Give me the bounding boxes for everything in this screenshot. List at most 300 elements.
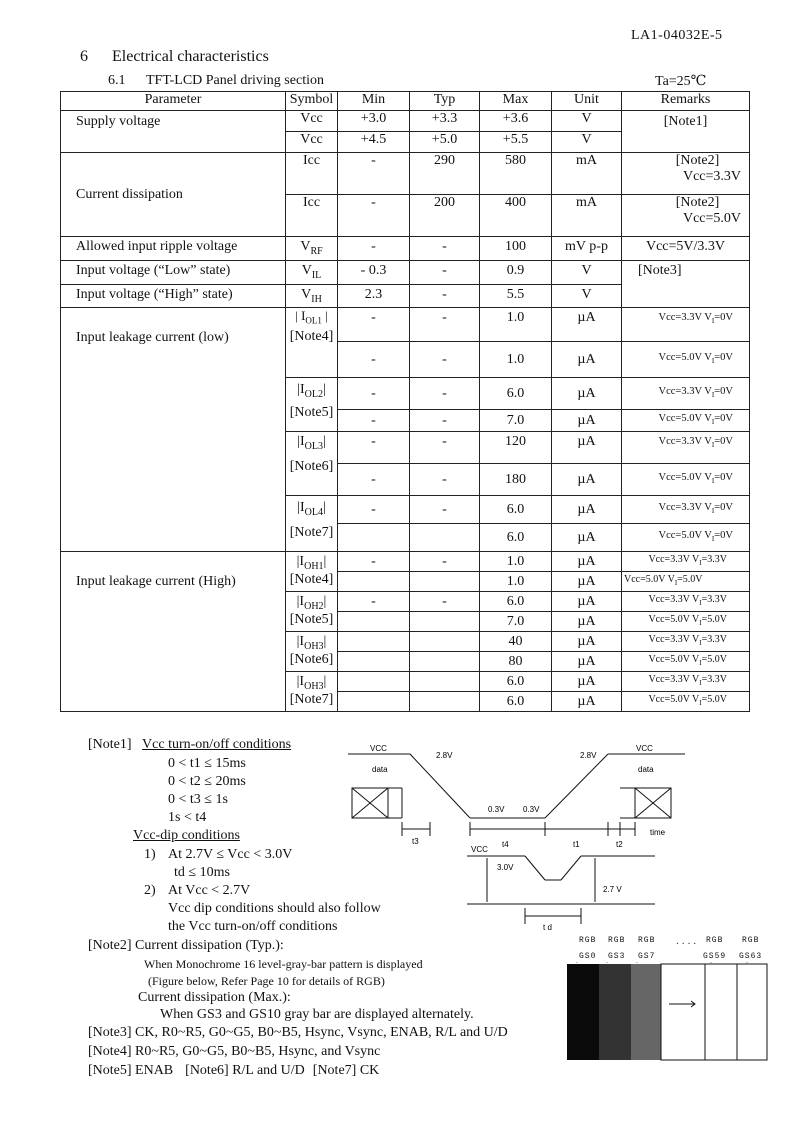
cell <box>622 524 750 552</box>
cell: 180 <box>480 464 552 496</box>
timing-label: t4 <box>502 840 509 849</box>
remark-text: Vcc=3.3V V <box>658 502 712 514</box>
cell <box>410 692 480 712</box>
cell: +5.0 <box>410 132 480 153</box>
table-row <box>61 153 750 195</box>
symbol-note: [Note7] <box>289 692 334 708</box>
symbol-note: [Note4] <box>289 572 334 588</box>
remark-text: Vcc=3.3V V <box>648 634 700 646</box>
col-header-typ: Typ <box>410 92 480 111</box>
cell: 1.0 <box>480 308 552 342</box>
cell: 6.0 <box>480 378 552 410</box>
cell: V <box>552 132 622 153</box>
cell: - <box>338 592 410 612</box>
cell <box>338 632 410 652</box>
remark-text: Vcc=3.3V V <box>658 386 712 398</box>
dip-number: 2) <box>144 883 156 898</box>
cell: 200 <box>410 195 480 237</box>
remark-text: Vcc=5.0V V <box>658 472 712 484</box>
remark-text: Vcc=5.0V V <box>624 574 675 586</box>
cell: mA <box>552 153 622 195</box>
symbol-cell <box>286 592 338 632</box>
cell <box>622 378 750 410</box>
cell: µA <box>552 632 622 652</box>
cell: - <box>410 237 480 261</box>
cell: - 0.3 <box>338 260 410 284</box>
cell <box>338 652 410 672</box>
cell: 5.5 <box>480 284 552 308</box>
cell <box>410 672 480 692</box>
remark-tail: =0V <box>714 436 733 448</box>
remark-tail: =0V <box>714 502 733 514</box>
col-header-symbol: Symbol <box>286 92 338 111</box>
cell: mV p-p <box>552 237 622 261</box>
remark-text: Vcc=5.0V V <box>648 694 700 706</box>
timing-label: data <box>638 765 654 774</box>
cell: 7.0 <box>480 612 552 632</box>
symbol <box>288 308 335 329</box>
cell: µA <box>552 378 622 410</box>
cell: Vcc <box>286 132 338 153</box>
remark-line: Vcc=5.0V <box>682 211 741 226</box>
subsection-number: 6.1 <box>108 73 126 88</box>
cell: Icc <box>286 195 338 237</box>
gray-bar-middle <box>661 964 705 1060</box>
remark-sub: I <box>699 699 702 708</box>
cell <box>622 308 750 342</box>
cell <box>286 260 338 284</box>
remark-sub: I <box>699 619 702 628</box>
symbol <box>288 552 335 572</box>
symbol-sub: OL4 <box>304 507 323 519</box>
note4: [Note4] R0~R5, G0~G5, B0~B5, Hsync, and Vsync <box>88 1044 381 1059</box>
remark-tail: =3.3V <box>701 594 727 606</box>
symbol-tail: | <box>323 500 326 516</box>
cell: 1.0 <box>480 572 552 592</box>
symbol-sub: IH <box>311 293 322 305</box>
timing-label: t2 <box>616 840 623 849</box>
dip-line <box>144 882 381 900</box>
cell: 0.9 <box>480 260 552 284</box>
timing-label: t3 <box>412 837 419 846</box>
symbol-note: [Note5] <box>289 405 334 421</box>
rgb-label: RGB <box>608 936 626 945</box>
gray-bar-gs0 <box>567 964 599 1060</box>
timing-label: 0.3V <box>488 805 505 814</box>
cell: +3.6 <box>480 111 552 132</box>
note6: [Note6] R/L and U/D <box>185 1063 305 1078</box>
symbol-cell <box>286 552 338 592</box>
cell: V <box>552 284 622 308</box>
cell <box>622 195 750 237</box>
cell <box>622 672 750 692</box>
cell: 1.0 <box>480 342 552 378</box>
cell <box>622 342 750 378</box>
table-row <box>61 260 750 284</box>
cell: µA <box>552 692 622 712</box>
gs-label: GS59 <box>703 952 727 961</box>
cell: µA <box>552 652 622 672</box>
remark-text: Vcc=3.3V V <box>648 674 700 686</box>
remark-line: [Note2] <box>675 153 720 168</box>
cell: µA <box>552 342 622 378</box>
timing-label: t1 <box>573 840 580 849</box>
symbol-main: | I <box>295 308 306 324</box>
section-heading <box>80 48 269 66</box>
cell <box>410 572 480 592</box>
symbol <box>288 500 335 521</box>
cell: +4.5 <box>338 132 410 153</box>
cell: 100 <box>480 237 552 261</box>
symbol <box>288 592 335 612</box>
symbol-sub: OL1 <box>305 315 322 326</box>
cell <box>622 652 750 672</box>
symbol-sub: OH2 <box>304 601 324 613</box>
param-input-low: Input voltage (“Low” state) <box>61 260 286 284</box>
cell: - <box>338 153 410 195</box>
timing-label: 2.8V <box>436 751 453 760</box>
cell: 2.3 <box>338 284 410 308</box>
cell <box>622 552 750 572</box>
symbol-note: [Note4] <box>289 328 334 344</box>
note2-max: Current dissipation (Max.): <box>138 990 291 1005</box>
dip-label: VCC <box>471 845 488 854</box>
cell <box>410 612 480 632</box>
symbol-note: [Note5] <box>289 612 334 628</box>
cell <box>338 572 410 592</box>
cell: µA <box>552 592 622 612</box>
cell: - <box>338 496 410 524</box>
cell: 6.0 <box>480 592 552 612</box>
gray-bar-gs59 <box>705 964 737 1060</box>
cell: Vcc <box>286 111 338 132</box>
col-header-unit: Unit <box>552 92 622 111</box>
cell: [Note3] <box>622 260 750 308</box>
timing-label: 2.8V <box>580 751 597 760</box>
condition-line: 0 < t1 ≤ 15ms <box>168 756 246 771</box>
dip-line: td ≤ 10ms <box>174 865 230 880</box>
cell: - <box>410 432 480 464</box>
remark-tail: =0V <box>714 312 733 324</box>
param-ripple: Allowed input ripple voltage <box>61 237 286 261</box>
gray-bar-gs63 <box>737 964 767 1060</box>
cell <box>622 692 750 712</box>
remark-text: Vcc=5.0V V <box>658 352 712 364</box>
symbol-main: |I <box>296 554 305 570</box>
col-header-remarks: Remarks <box>622 92 750 111</box>
cell: µA <box>552 410 622 432</box>
cell: - <box>338 552 410 572</box>
symbol-sub: OH1 <box>304 561 324 573</box>
cell: - <box>410 378 480 410</box>
condition-line: 0 < t3 ≤ 1s <box>168 792 228 807</box>
symbol: V <box>300 239 311 254</box>
vcc-rise <box>545 754 608 818</box>
remark-line: [Note2] <box>675 195 720 210</box>
remark-tail: =5.0V <box>677 574 703 586</box>
cell: V <box>552 260 622 284</box>
cell <box>338 672 410 692</box>
remark-sub: I <box>711 418 715 427</box>
remark-text: Vcc=3.3V V <box>658 436 712 448</box>
cell: - <box>410 410 480 432</box>
gray-bar-gs7 <box>631 964 661 1060</box>
rgb-label: RGB <box>638 936 656 945</box>
symbol-main: |I <box>296 634 305 650</box>
note2: [Note2] Current dissipation (Typ.): <box>88 938 284 953</box>
note2-max-detail: When GS3 and GS10 gray bar are displayed alternately. <box>160 1007 474 1022</box>
cell: - <box>410 496 480 524</box>
symbol-tail: | <box>323 594 327 610</box>
cell: - <box>338 432 410 464</box>
timing-label: time <box>650 828 666 837</box>
remark-sub: I <box>711 535 715 544</box>
remark-tail: =3.3V <box>701 554 727 566</box>
cell: - <box>410 284 480 308</box>
vcc-fall <box>410 754 470 818</box>
cell: µA <box>552 464 622 496</box>
cell <box>622 153 750 195</box>
param-leakage-high: Input leakage current (High) <box>61 552 286 712</box>
cell: µA <box>552 524 622 552</box>
symbol <box>288 382 335 403</box>
cell <box>622 612 750 632</box>
dip-label: 3.0V <box>497 863 514 872</box>
timing-label: 0.3V <box>523 805 540 814</box>
gs-label: GS3 <box>608 952 626 961</box>
timing-label: VCC <box>636 744 653 753</box>
remark-sub: I <box>711 391 715 400</box>
symbol-tail: | <box>323 634 327 650</box>
symbol-tail: | <box>321 308 328 324</box>
cell: - <box>338 237 410 261</box>
remark-tail: =0V <box>714 413 733 425</box>
cell: - <box>410 308 480 342</box>
table-row <box>61 308 750 342</box>
symbol-tail: | <box>323 674 327 690</box>
note1-conditions <box>168 755 246 827</box>
cell <box>286 284 338 308</box>
cell: µA <box>552 612 622 632</box>
cell <box>622 592 750 612</box>
symbol-main: |I <box>297 500 305 516</box>
timing-label: data <box>372 765 388 774</box>
symbol-main: |I <box>297 434 305 450</box>
cell: Icc <box>286 153 338 195</box>
cell: µA <box>552 572 622 592</box>
cell: - <box>338 195 410 237</box>
cell: Vcc=5V/3.3V <box>622 237 750 261</box>
symbol-cell <box>286 378 338 432</box>
dip-title: Vcc-dip conditions <box>133 828 240 843</box>
remark-tail: =3.3V <box>701 634 727 646</box>
electrical-characteristics-table <box>60 91 750 712</box>
rgb-label: RGB <box>742 936 760 945</box>
cell: V <box>552 111 622 132</box>
cell <box>338 692 410 712</box>
remark-tail: =5.0V <box>701 694 727 706</box>
symbol <box>288 632 335 652</box>
remark-text: Vcc=5.0V V <box>648 614 700 626</box>
dip-line: the Vcc turn-on/off conditions <box>168 919 338 934</box>
table-header-row <box>61 92 750 111</box>
cell: - <box>338 464 410 496</box>
vcc-timing-diagram <box>340 740 690 850</box>
remark-text: Vcc=3.3V V <box>648 594 700 606</box>
timing-label: VCC <box>370 744 387 753</box>
cell: µA <box>552 672 622 692</box>
cell: mA <box>552 195 622 237</box>
cell <box>622 496 750 524</box>
col-header-parameter: Parameter <box>61 92 286 111</box>
symbol-tail: | <box>323 382 326 398</box>
gs-label: GS7 <box>638 952 656 961</box>
table-row <box>61 111 750 132</box>
note1-title: Vcc turn-on/off conditions <box>142 737 292 752</box>
remark-sub: I <box>699 679 702 688</box>
cell <box>338 524 410 552</box>
symbol-cell <box>286 632 338 672</box>
dip-rise <box>561 856 581 880</box>
param-leakage-low: Input leakage current (low) <box>61 308 286 552</box>
subsection-title: TFT-LCD Panel driving section <box>146 73 324 88</box>
symbol-main: |I <box>297 382 305 398</box>
condition-line: 0 < t2 ≤ 20ms <box>168 774 246 789</box>
remark-tail: =0V <box>714 530 733 542</box>
section-title: Electrical characteristics <box>112 48 269 65</box>
remark-sub: I <box>711 477 715 486</box>
vcc-dip-diagram <box>465 842 665 932</box>
cell <box>410 524 480 552</box>
note2-line: (Figure below, Refer Page 10 for details of RGB) <box>148 974 385 988</box>
cell: 1.0 <box>480 552 552 572</box>
remark-sub: I <box>699 559 702 568</box>
symbol-sub: OL3 <box>304 441 323 453</box>
symbol-note: [Note6] <box>289 459 334 475</box>
cell: 6.0 <box>480 524 552 552</box>
note2-line: When Monochrome 16 level-gray-bar pattern is displayed <box>144 957 423 971</box>
cell: +3.0 <box>338 111 410 132</box>
symbol-cell <box>286 496 338 552</box>
dip-line: Vcc dip conditions should also follow <box>168 901 381 916</box>
dip-label: 2.7 V <box>603 885 622 894</box>
gray-bar-pattern <box>565 962 770 1062</box>
cell <box>622 432 750 464</box>
cell: 580 <box>480 153 552 195</box>
rgb-label: RGB <box>706 936 724 945</box>
cell <box>338 612 410 632</box>
symbol-cell <box>286 308 338 378</box>
remark-sub: I <box>674 579 678 588</box>
symbol-sub: OH3 <box>304 681 324 693</box>
cell <box>410 632 480 652</box>
symbol-tail: | <box>323 434 326 450</box>
cell: - <box>410 260 480 284</box>
dip-label: t d <box>543 923 552 932</box>
remark-sub: I <box>699 639 702 648</box>
note1-label: [Note1] <box>88 737 132 752</box>
cell: - <box>410 464 480 496</box>
cell <box>286 237 338 261</box>
document-id: LA1-04032E-5 <box>631 28 723 43</box>
remark-sub: I <box>711 357 715 366</box>
dip-fall <box>525 856 545 880</box>
cell <box>622 572 750 592</box>
symbol-main: |I <box>296 594 305 610</box>
remark-tail: =3.3V <box>701 674 727 686</box>
cell <box>622 632 750 652</box>
cell: µA <box>552 552 622 572</box>
rgb-label: RGB <box>579 936 597 945</box>
cell: 40 <box>480 632 552 652</box>
symbol-sub: IL <box>311 269 322 281</box>
remark-sub: I <box>711 317 715 326</box>
gray-bar-gs3 <box>599 964 631 1060</box>
cell: - <box>338 410 410 432</box>
note7: [Note7] CK <box>312 1063 380 1078</box>
cell: 400 <box>480 195 552 237</box>
cell: - <box>410 342 480 378</box>
symbol-sub: OL2 <box>304 389 323 401</box>
dip-conditions <box>144 846 381 936</box>
remark-tail: =0V <box>714 472 733 484</box>
symbol <box>288 434 335 455</box>
temperature-condition: Ta=25℃ <box>655 74 707 89</box>
cell: - <box>338 342 410 378</box>
symbol-sub: RF <box>310 245 323 257</box>
cell: - <box>338 378 410 410</box>
param-current-dissipation: Current dissipation <box>61 153 286 237</box>
remark-sub: I <box>711 441 715 450</box>
gs-label: GS0 <box>579 952 597 961</box>
cell: 6.0 <box>480 672 552 692</box>
cell: 7.0 <box>480 410 552 432</box>
dip-text: At Vcc < 2.7V <box>168 883 251 898</box>
symbol-main: |I <box>296 674 305 690</box>
col-header-max: Max <box>480 92 552 111</box>
dip-number: 1) <box>144 847 156 862</box>
table-row <box>61 552 750 572</box>
ellipsis: .... <box>675 938 699 947</box>
cell <box>622 464 750 496</box>
dip-text: At 2.7V ≤ Vcc < 3.0V <box>168 847 293 862</box>
remark-text: Vcc=3.3V V <box>658 312 712 324</box>
cell: µA <box>552 496 622 524</box>
table-row <box>61 237 750 261</box>
cell: µA <box>552 308 622 342</box>
param-input-high: Input voltage (“High” state) <box>61 284 286 308</box>
cell: [Note1] <box>622 111 750 153</box>
symbol: V <box>301 286 312 302</box>
cell: µA <box>552 432 622 464</box>
remark-tail: =0V <box>714 386 733 398</box>
remark-sub: I <box>711 507 715 516</box>
cell: - <box>338 308 410 342</box>
remark-sub: I <box>699 599 702 608</box>
remark-text: Vcc=5.0V V <box>648 654 700 666</box>
symbol-sub: OH3 <box>304 641 324 653</box>
note1-heading <box>88 737 291 753</box>
symbol-tail: | <box>323 554 327 570</box>
cell: 290 <box>410 153 480 195</box>
cell: - <box>410 552 480 572</box>
gs-label: GS63 <box>739 952 763 961</box>
remark-line: Vcc=3.3V <box>682 169 741 184</box>
cell: +3.3 <box>410 111 480 132</box>
cell: 6.0 <box>480 496 552 524</box>
note2-details <box>144 956 423 990</box>
symbol <box>288 672 335 692</box>
